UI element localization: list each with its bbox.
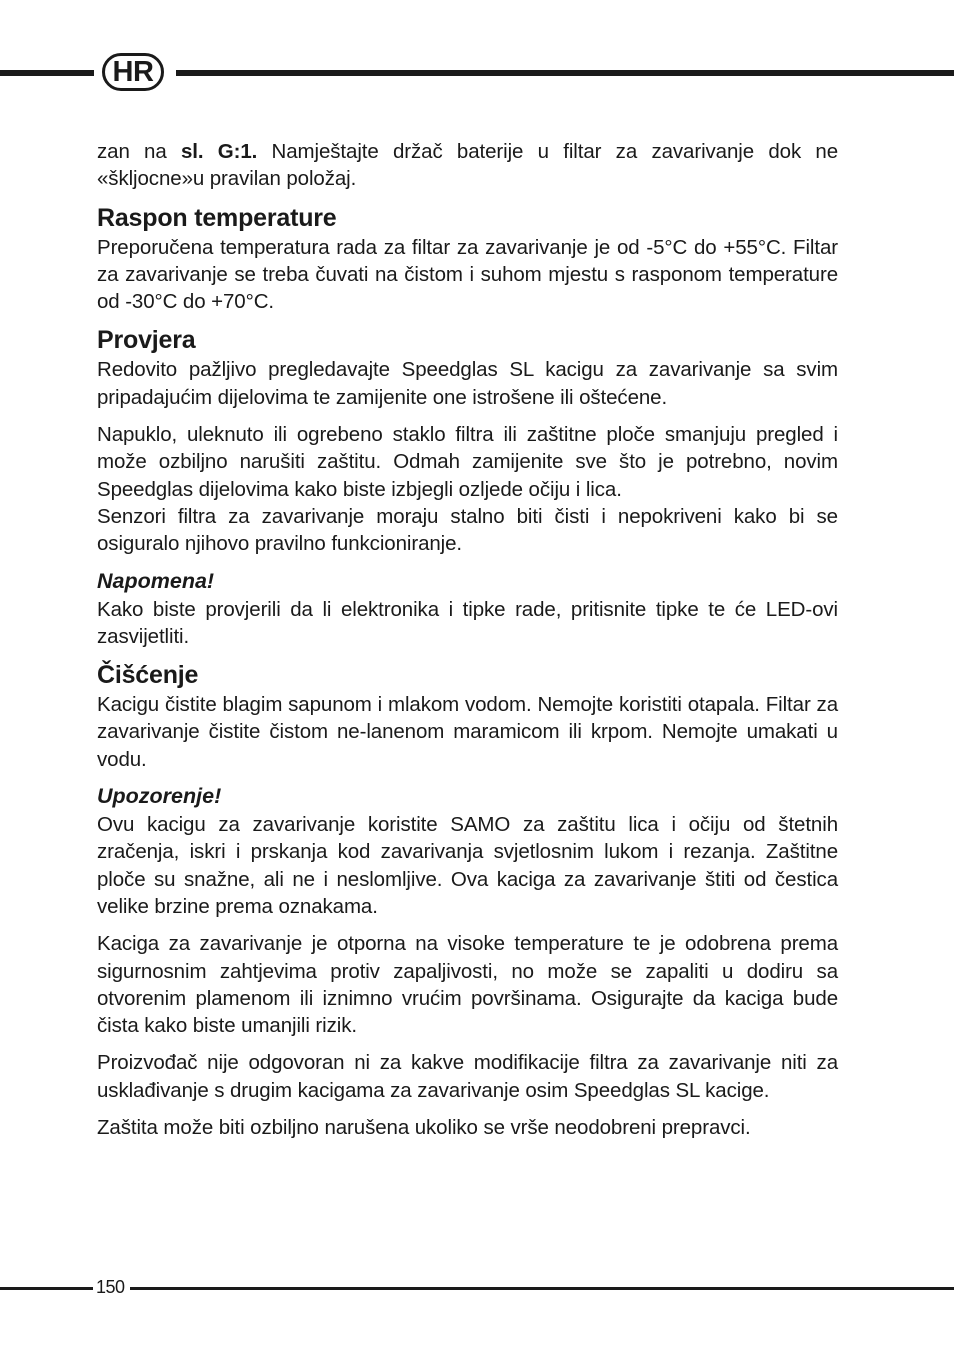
- page-content: [97, 138, 838, 1141]
- intro-text: Namještajte držač baterije u filtar za zavarivanje dok ne «škljocne»u pravilan položaj.: [97, 140, 838, 191]
- inspection-paragraph-3: Senzori filtra za zavarivanje moraju stalno biti čisti i nepokriveni kako bi se osiguralo njihovo pravilno funkcioniranje.: [97, 504, 838, 556]
- note-paragraph: Kako biste provjerili da li elektronika i tipke rade, pritisnite tipke te će LED-ovi zasvijetliti.: [97, 597, 838, 648]
- warning-paragraph-2: Kaciga za zavarivanje je otporna na visoke temperature te je odobrena prema sigurnosnim zahtjevima protiv zapaljivosti, no može se zapaliti u dodiru sa otvorenim plamenom ili iznimno vrućim površinama. Osigurajte da kaciga bude čista kako biste umanjili rizik.: [97, 932, 838, 1038]
- heading-warning: Upozorenje!: [97, 784, 222, 809]
- figure-reference: sl. G:1.: [180, 140, 258, 163]
- page-number: 150: [96, 1277, 125, 1297]
- inspection-paragraph-1: Redovito pažljivo pregledavajte Speedglas SL kacigu za zavarivanje sa svim pripadajućim dijelovima te zamijenite one istrošene ili oštećene.: [97, 358, 838, 409]
- language-code: HR: [112, 55, 154, 88]
- heading-cleaning: Čišćenje: [97, 661, 199, 690]
- cleaning-paragraph: Kacigu čistite blagim sapunom i mlakom vodom. Nemojte koristiti otapala. Filtar za zavarivanje čistite čistom ne-lanenom maramicom ili krpom. Nemojte umakati u vodu.: [97, 693, 838, 771]
- intro-prefix: zan na: [97, 140, 181, 163]
- heading-note: Napomena!: [97, 568, 215, 593]
- language-badge: [102, 53, 164, 91]
- heading-temperature: Raspon temperature: [97, 203, 337, 232]
- temperature-paragraph: Preporučena temperatura rada za filtar za zavarivanje je od -5°C do +55°C. Filtar za zavarivanje se treba čuvati na čistom i suhom mjestu s rasponom temperature od -30°C do +70°C.: [97, 235, 838, 314]
- footer-rule-right: [130, 1287, 954, 1290]
- warning-paragraph-3: Proizvođač nije odgovoran ni za kakve modifikacije filtra za zavarivanje niti za usklađivanje s drugim kacigama za zavarivanje osim Speedglas SL kacige.: [97, 1051, 838, 1102]
- warning-paragraph-1: Ovu kacigu za zavarivanje koristite SAMO za zaštitu lica i očiju od štetnih zračenja, iskri i prskanja kod zavarivanja svjetlosnim lukom i rezanja. Zaštitne ploče su snažne, ali ne i neslomljive. Ova kaciga za zavarivanje štiti od čestica velike brzine prema oznakama.: [97, 813, 838, 918]
- footer-rule-left: [0, 1287, 93, 1290]
- warning-paragraph-4: Zaštita može biti ozbiljno narušena ukoliko se vrše neodobreni prepravci.: [97, 1116, 751, 1140]
- intro-paragraph: [97, 138, 838, 193]
- header-rule-left: [0, 70, 94, 76]
- header-rule-right: [176, 70, 954, 76]
- inspection-paragraph-2: Napuklo, uleknuto ili ogrebeno staklo filtra ili zaštitne ploče smanjuju pregled i može ozbiljno narušiti zaštitu. Odmah zamijenite sve što je potrebno, novim Speedglas dijelovima kako biste izbjegli ozljede očiju i lica.: [97, 423, 838, 501]
- heading-inspection: Provjera: [97, 326, 196, 355]
